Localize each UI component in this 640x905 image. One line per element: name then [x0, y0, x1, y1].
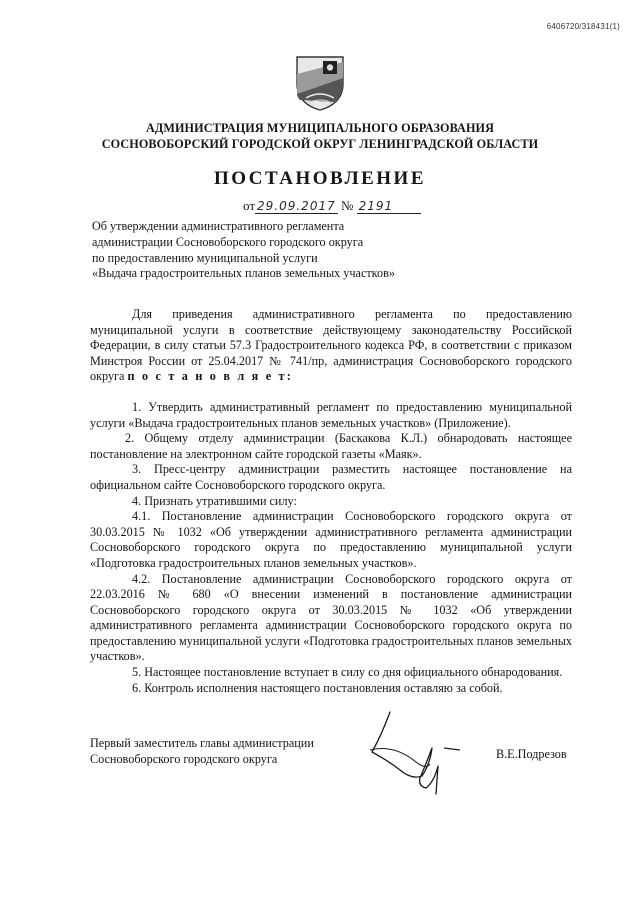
item-2: 2. Общему отделу администрации (Баскакова К.Л.) обнародовать настоящее постановление на электронном сайте городской газеты «Маяк».	[90, 431, 572, 461]
preamble-rest: муниципальной услуги в соответствие действующему законодательству Российской Федерации, в силу статьи 57.3 Градостроительного кодекса РФ, в соответствии с приказом Минстроя России от 25.04.2017 № 741/пр, администрация Сосновоборского городского округа	[90, 322, 572, 384]
coat-of-arms-emblem	[294, 54, 346, 112]
handwritten-signature	[360, 704, 470, 804]
organization-name-line1: АДМИНИСТРАЦИЯ МУНИЦИПАЛЬНОГО ОБРАЗОВАНИЯ	[145, 121, 495, 135]
preamble-first-line: Для приведения административного регламента по предоставлению	[132, 307, 572, 321]
subject-line: «Выдача градостроительных планов земельных участков»	[92, 266, 395, 281]
handwritten-date: 29.09.2017	[257, 199, 336, 213]
handwritten-number: 2191	[357, 200, 421, 214]
signatory-name: В.Е.Подрезов	[496, 747, 567, 761]
date-number-line	[243, 198, 421, 214]
subject-line: администрации Сосновоборского городского округа	[92, 234, 364, 249]
document-registry-number: 6406720/318431(1)	[546, 22, 620, 31]
number-prefix: №	[340, 198, 354, 213]
document-title: ПОСТАНОВЛЕНИЕ	[213, 168, 427, 189]
decree-word: п о с т а н о в л я е т:	[127, 369, 294, 384]
item-4-1: 4.1. Постановление администрации Сосновоборского городского округа от 30.03.2015 № 1032 «Об утверждении административного регламента администрации Сосновоборского городского округа по предоставлению муниципальной услуги «Подготовка градостроительных планов земельных участков».	[90, 509, 572, 570]
document-body	[90, 307, 572, 696]
item-4-2: 4.2. Постановление администрации Сосновоборского городского округа от 22.03.2016 № 680 «О внесении изменений в постановление администрации Сосновоборского городского округа от 30.03.2015 № 1032 «Об утверждении административного регламента администрации Сосновоборского городского округа по предоставлению муниципальной услуги «Подготовка градостроительных планов земельных участков».	[90, 571, 572, 664]
item-5: 5. Настоящее постановление вступает в силу со дня официального обнародования.	[132, 665, 563, 680]
date-prefix: от	[243, 198, 256, 213]
signatory-position-line1: Первый заместитель главы администрации	[90, 736, 314, 750]
subject-block	[92, 219, 395, 282]
signatory-position-line2: Сосновоборского городского округа	[90, 752, 278, 766]
organization-name-line2: СОСНОВОБОРСКИЙ ГОРОДСКОЙ ОКРУГ ЛЕНИНГРАДСКОЙ ОБЛАСТИ	[101, 137, 539, 151]
item-4: 4. Признать утратившими силу:	[132, 493, 297, 508]
item-1: 1. Утвердить административный регламент по предоставлению муниципальной услуги «Выдача градостроительных планов земельных участков» (Приложение).	[90, 399, 572, 430]
subject-line: Об утверждении административного регламента	[92, 219, 345, 233]
item-3: 3. Пресс-центру администрации разместить настоящее постановление на официальном сайте Сосновоборского городского округа.	[90, 462, 572, 492]
preamble-text	[90, 323, 572, 385]
item-6: 6. Контроль исполнения настоящего постановления оставляю за собой.	[132, 680, 503, 695]
subject-line: по предоставлению муниципальной услуги	[92, 250, 318, 265]
signatory-position	[90, 735, 314, 767]
